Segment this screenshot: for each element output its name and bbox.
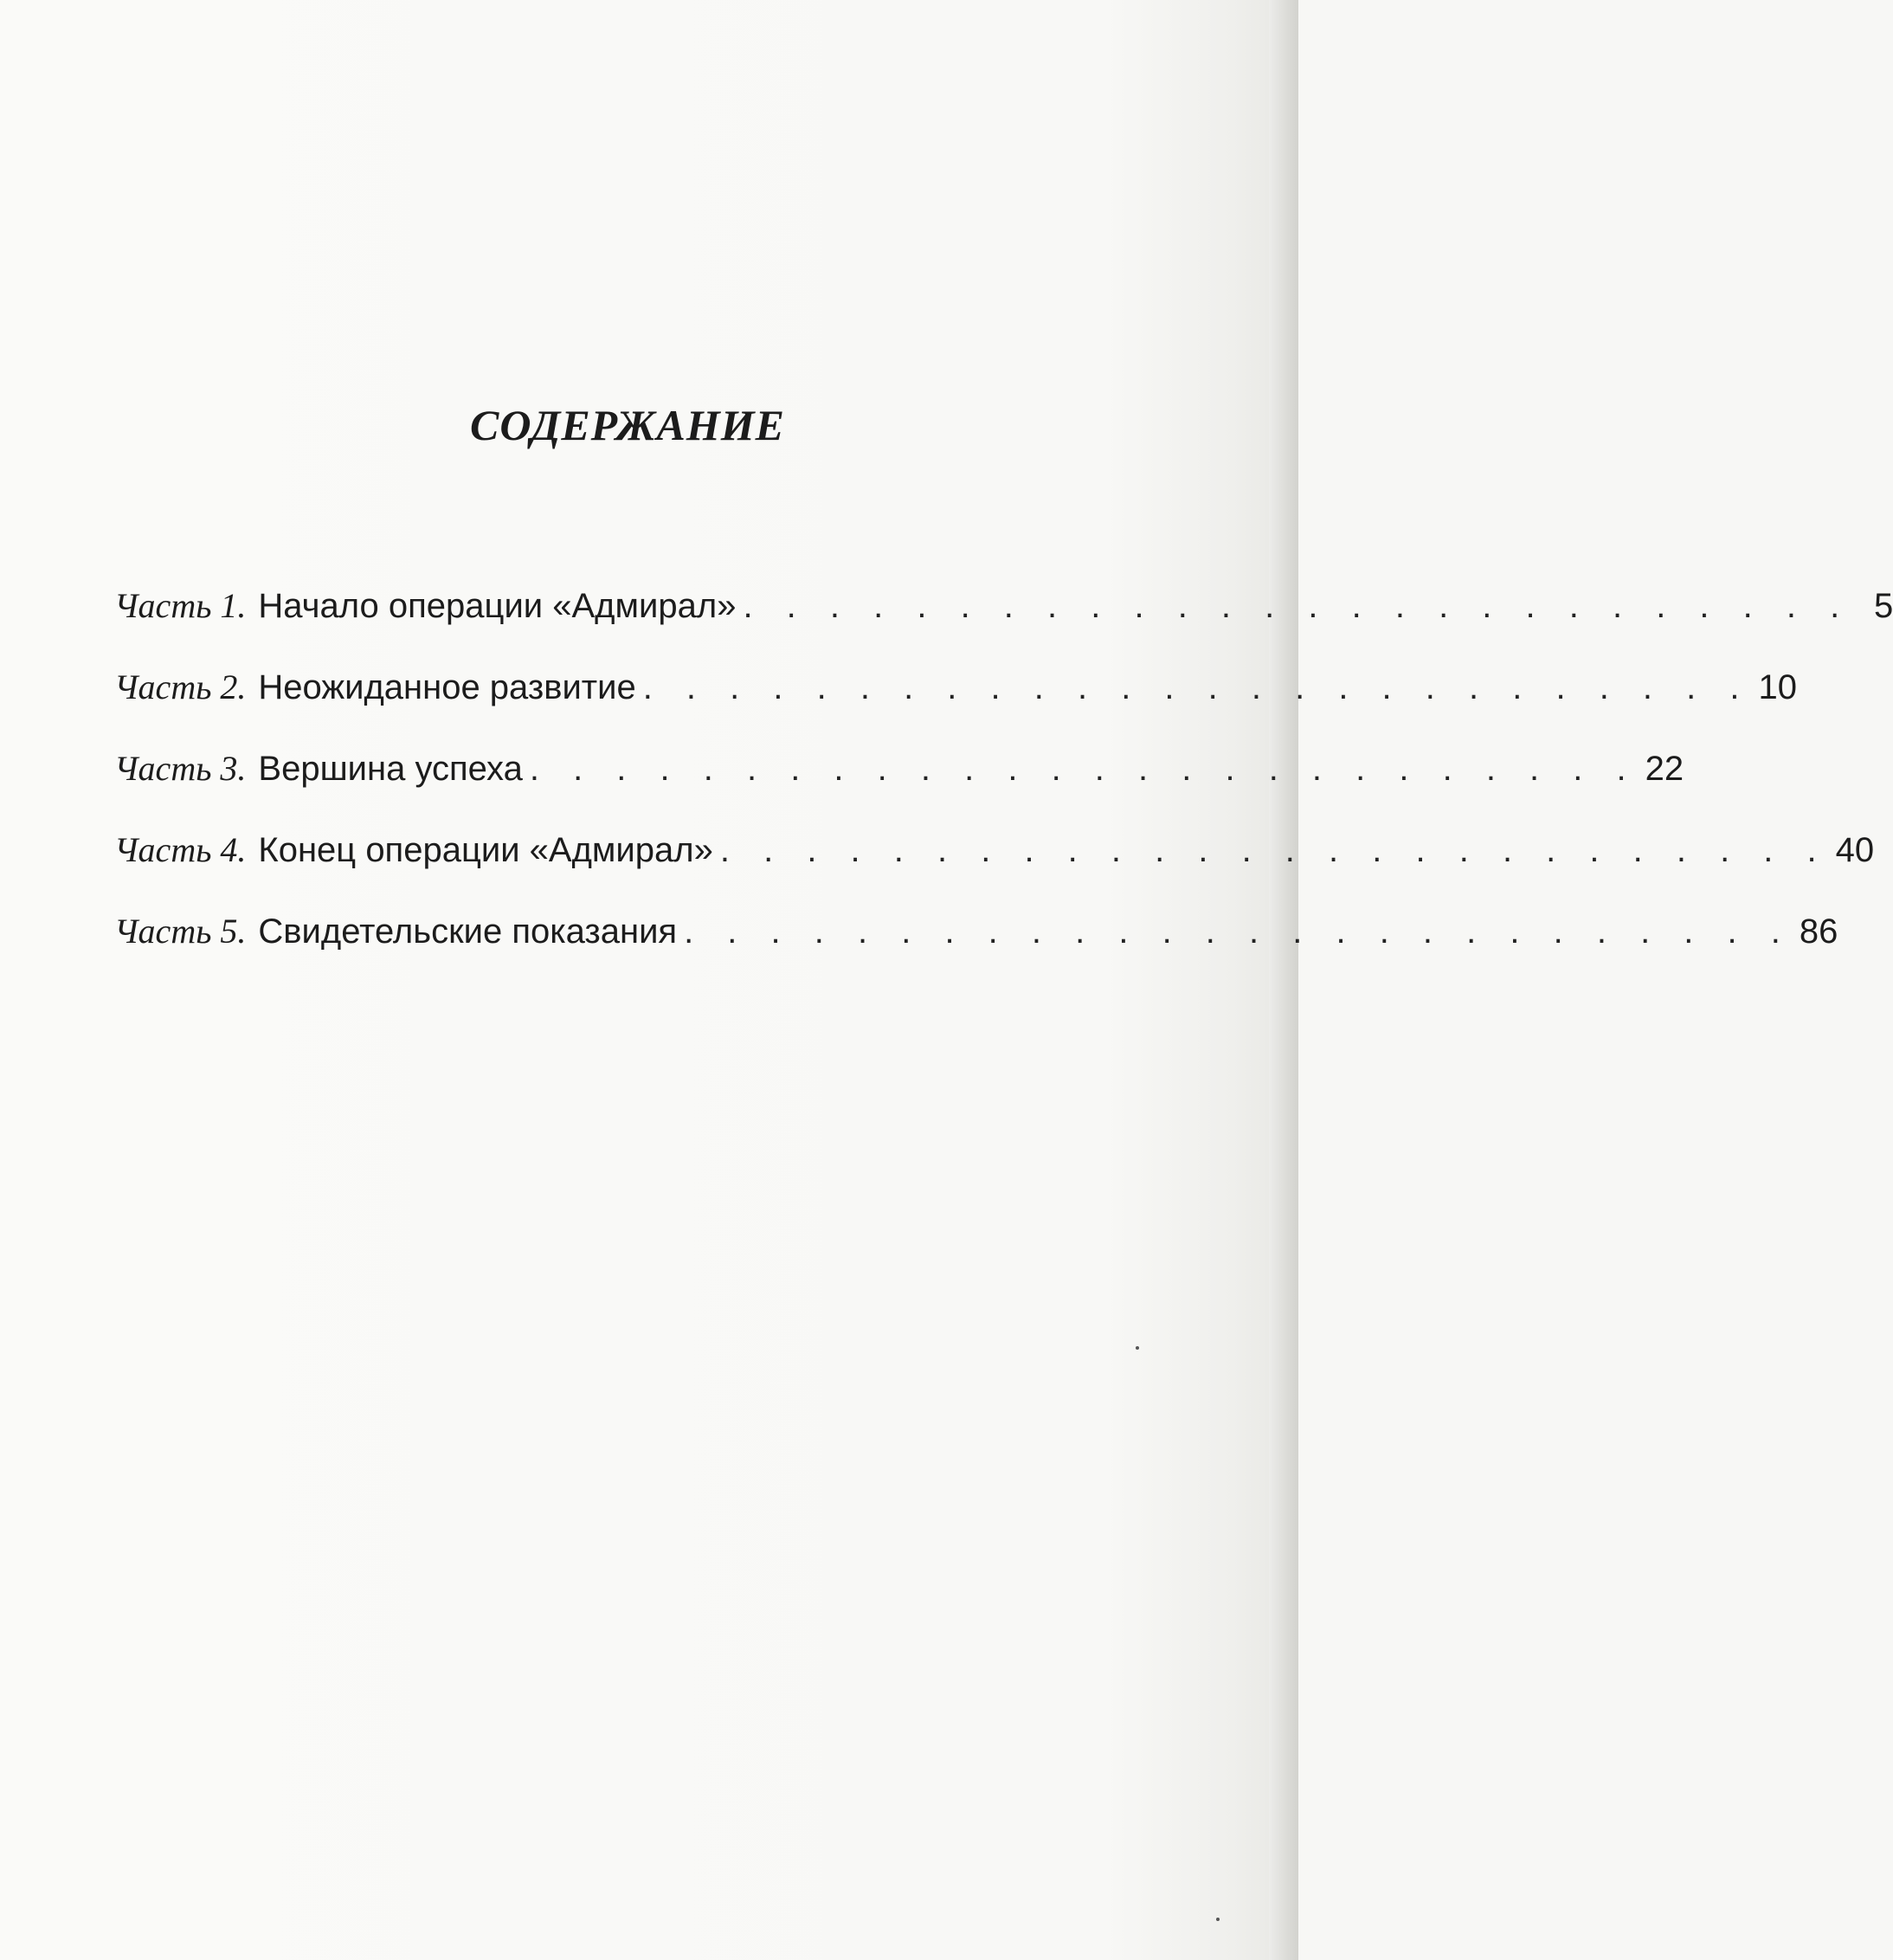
toc-leader-dots: . . . . . . . . . . . . . . . . . . . . . . . . . . — [719, 831, 1829, 869]
toc-part-label: Часть 3. — [114, 749, 247, 788]
toc-part-title: Конец операции «Адмирал» — [258, 831, 713, 869]
toc-part-label: Часть 2. — [114, 667, 247, 706]
toc-leader-dots: . . . . . . . . . . . . . . . . . . . . . . . . . . — [743, 587, 1852, 625]
toc-page-number: 40 — [1835, 831, 1875, 869]
table-of-contents — [114, 580, 1893, 987]
paper-speck — [1216, 1918, 1220, 1921]
toc-entry-1 — [114, 580, 1893, 661]
toc-leader-dots: . . . . . . . . . . . . . . . . . . . . . . . . . . — [642, 668, 1752, 706]
toc-page-number: 5 — [1873, 587, 1893, 625]
toc-page-number: 22 — [1645, 750, 1684, 788]
toc-part-label: Часть 5. — [114, 912, 247, 951]
contents-heading: СОДЕРЖАНИЕ — [469, 401, 786, 449]
toc-entry-5 — [114, 906, 1838, 987]
page-edge-shadow — [1269, 0, 1298, 1960]
toc-part-title: Свидетельские показания — [258, 912, 678, 951]
toc-entry-4 — [114, 824, 1875, 906]
toc-page-number: 10 — [1758, 668, 1797, 706]
paper-speck — [1136, 1346, 1139, 1350]
toc-part-label: Часть 4. — [114, 830, 247, 869]
toc-entry-3 — [114, 743, 1684, 824]
toc-entry-2 — [114, 661, 1797, 743]
toc-part-label: Часть 1. — [114, 586, 247, 625]
toc-leader-dots: . . . . . . . . . . . . . . . . . . . . . . . . . . — [529, 750, 1639, 788]
toc-part-title: Неожиданное развитие — [258, 668, 636, 706]
toc-part-title: Вершина успеха — [258, 750, 523, 788]
toc-page-number: 86 — [1799, 912, 1838, 951]
toc-part-title: Начало операции «Адмирал» — [258, 587, 737, 625]
toc-leader-dots: . . . . . . . . . . . . . . . . . . . . . . . . . . — [684, 912, 1793, 951]
